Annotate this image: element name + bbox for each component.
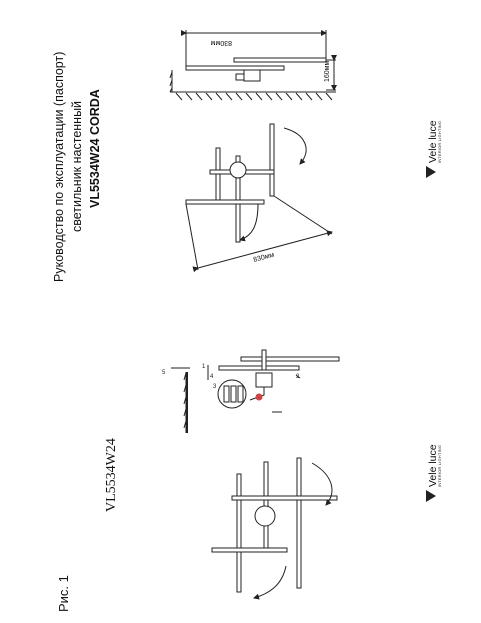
step-5: 5	[162, 370, 166, 376]
installation-diagram	[171, 350, 339, 433]
fixture-front-view-left	[212, 458, 337, 598]
brand-mark-icon	[426, 166, 436, 178]
figure-label: Рис. 1	[56, 575, 71, 612]
brand-mark-icon	[426, 490, 436, 502]
model-code-left: VL5534W24	[104, 438, 119, 512]
dimension-width-top: 830мм	[210, 39, 232, 46]
brand-logo-bottom	[426, 444, 442, 502]
brand-logo-top	[426, 120, 442, 178]
dimension-height: 160мм	[324, 60, 331, 82]
product-model: VL5534W24 CORDA	[88, 89, 102, 208]
fixture-front-view-right	[186, 124, 332, 270]
dimension-width-diagonal: 830мм	[252, 251, 276, 264]
product-type: светильник настенный	[70, 100, 84, 232]
brand-name-bottom: Vele luce	[427, 444, 439, 487]
side-view-dimensions	[170, 30, 336, 100]
brand-name-top: Vele luce	[427, 120, 439, 163]
step-1: 1	[202, 364, 206, 370]
step-2: 2	[296, 374, 300, 380]
step-3: 3	[213, 384, 217, 390]
step-4: 4	[210, 374, 214, 380]
brand-tagline-top: INTERIOR LIGHTING	[438, 120, 442, 163]
manual-title: Руководство по эксплуатации (паспорт)	[52, 51, 66, 282]
brand-tagline-bottom: INTERIOR LIGHTING	[438, 444, 442, 487]
